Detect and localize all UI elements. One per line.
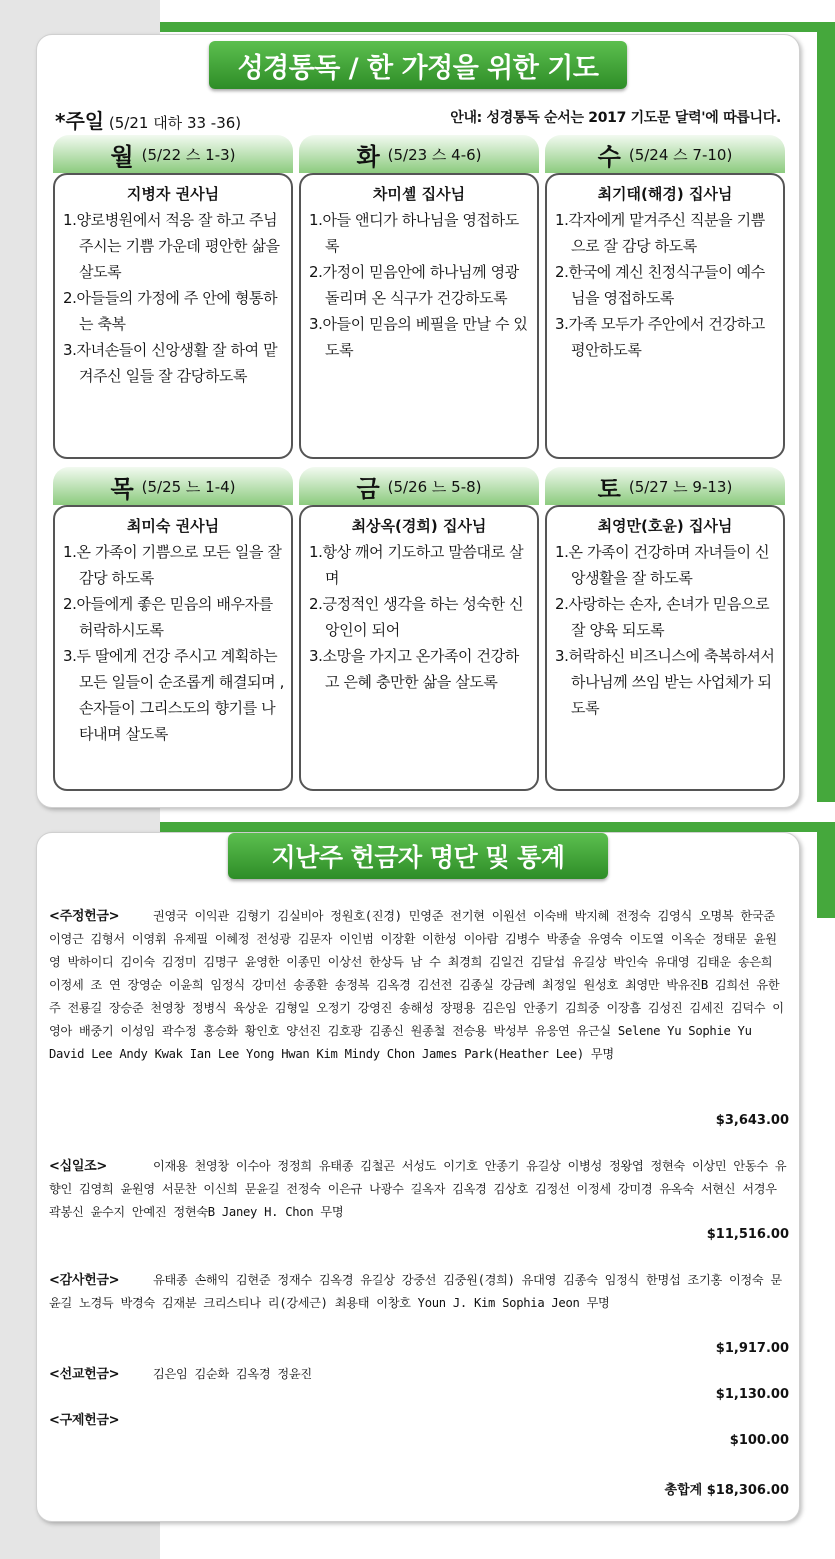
prayer-item: 3.두 딸에게 건강 주시고 계획하는 모든 일들이 순조롭게 해결되며 , 손자들이 그리스도의 향기를 나타내며 살도록 bbox=[63, 647, 285, 743]
day-box bbox=[53, 505, 293, 791]
offering-amount: $100.00 bbox=[729, 1433, 789, 1448]
prayer-item: 3.소망을 가지고 온가족이 건강하고 은혜 충만한 삶을 살도록 bbox=[309, 647, 519, 691]
offering-panel bbox=[36, 832, 800, 1522]
day-card-fri bbox=[299, 467, 539, 691]
offering-label: <주정헌금> bbox=[49, 909, 120, 924]
prayer-person: 최미숙 권사님 bbox=[126, 517, 220, 535]
offering-section-mission bbox=[49, 1363, 787, 1386]
day-box bbox=[299, 505, 539, 791]
day-card-thu bbox=[53, 467, 293, 743]
day-box bbox=[545, 505, 785, 791]
day-tab bbox=[299, 135, 539, 173]
offering-label: <십일조> bbox=[49, 1159, 107, 1174]
day-ref: (5/25 느 1-4) bbox=[141, 477, 236, 496]
prayer-person: 최영만(호윤) 집사님 bbox=[597, 517, 733, 535]
offering-names: 김은임 김순화 김옥경 정윤진 bbox=[153, 1367, 312, 1381]
offering-section-tithe bbox=[49, 1155, 787, 1224]
offering-names: 유태종 손해익 김현준 정재수 김옥경 유길상 강중선 김중원(경희) 유대영 김종숙 임정식 한명섭 조기홍 이정숙 문윤길 노경득 박경숙 김재분 크리스티나 리(강세근) 최용태 이창호 Youn J. Kim Sophia Jeon 무명 bbox=[49, 1273, 782, 1310]
day-box bbox=[299, 173, 539, 459]
prayer-item: 2.가정이 믿음안에 하나님께 영광돌리며 온 식구가 건강하도록 bbox=[309, 263, 519, 307]
prayer-item: 1.아들 앤디가 하나님을 영접하도록 bbox=[309, 211, 519, 255]
day-name: 수 bbox=[597, 142, 621, 171]
offering-amount: $1,130.00 bbox=[715, 1387, 789, 1402]
prayer-person: 차미셸 집사님 bbox=[372, 185, 466, 203]
offering-names: 이재용 천영창 이수아 정정희 유태종 김철곤 서성도 이기호 안종기 유길상 이병성 정왕엽 정현숙 이상민 안동수 유향인 김영희 윤원영 서문찬 이신희 문윤길 전정숙 이은규 나광수 길옥자 김옥경 김상호 김정선 이정세 강미경 유옥숙 서현신 서경우 곽봉신 윤수지 안예진 정현숙B Janey H. Chon 무명 bbox=[49, 1159, 787, 1219]
right-green-edge bbox=[817, 22, 835, 802]
prayer-item: 1.각자에게 맡겨주신 직분을 기쁨으로 잘 감당 하도록 bbox=[555, 211, 765, 255]
sunday-label: *주일 bbox=[55, 109, 105, 133]
day-card-wed bbox=[545, 135, 785, 359]
prayer-item: 1.항상 깨어 기도하고 말씀대로 살며 bbox=[309, 543, 524, 587]
prayer-person: 최상옥(경희) 집사님 bbox=[351, 517, 487, 535]
prayer-item: 2.아들에게 좋은 믿음의 배우자를 허락하시도록 bbox=[63, 595, 273, 639]
day-name: 금 bbox=[356, 474, 380, 503]
offering-title: 지난주 헌금자 명단 및 통계 bbox=[228, 833, 608, 879]
prayer-item: 1.양로병원에서 적응 잘 하고 주님 주시는 기쁨 가운데 평안한 삶을 살도록 bbox=[63, 211, 280, 281]
prayer-item: 3.아들이 믿음의 베필을 만날 수 있도록 bbox=[309, 315, 528, 359]
offering-label: <구제헌금> bbox=[49, 1413, 120, 1428]
prayer-item: 3.가족 모두가 주안에서 건강하고 평안하도록 bbox=[555, 315, 765, 359]
prayer-item: 2.한국에 계신 친정식구들이 예수님을 영접하도록 bbox=[555, 263, 765, 307]
prayer-title: 성경통독 / 한 가정을 위한 기도 bbox=[209, 41, 627, 89]
sunday-reading bbox=[55, 105, 241, 134]
day-card-tue bbox=[299, 135, 539, 359]
day-ref: (5/26 느 5-8) bbox=[387, 477, 482, 496]
day-ref: (5/24 스 7-10) bbox=[628, 145, 733, 164]
day-box bbox=[53, 173, 293, 459]
middle-green-band bbox=[160, 822, 835, 832]
sunday-ref: (5/21 대하 33 -36) bbox=[108, 114, 242, 132]
day-card-mon bbox=[53, 135, 293, 385]
day-ref: (5/27 느 9-13) bbox=[628, 477, 733, 496]
day-name: 목 bbox=[110, 474, 134, 503]
prayer-item: 1.온 가족이 건강하며 자녀들이 신앙생활을 잘 하도록 bbox=[555, 543, 770, 587]
prayer-panel bbox=[36, 34, 800, 808]
offering-label: <선교헌금> bbox=[49, 1367, 120, 1382]
offering-label: <감사헌금> bbox=[49, 1273, 120, 1288]
day-tab bbox=[53, 135, 293, 173]
top-green-band bbox=[160, 22, 835, 32]
prayer-item: 2.아들들의 가정에 주 안에 형통하는 축복 bbox=[63, 289, 278, 333]
offering-amount: $3,643.00 bbox=[715, 1113, 789, 1128]
prayer-item: 1.온 가족이 기쁨으로 모든 일을 잘 감당 하도록 bbox=[63, 543, 282, 587]
day-ref: (5/22 스 1-3) bbox=[141, 145, 236, 164]
offering-amount: $11,516.00 bbox=[706, 1227, 789, 1242]
offering-section-regular bbox=[49, 905, 787, 1066]
prayer-item: 3.허락하신 비즈니스에 축복하셔서 하나님께 쓰임 받는 사업체가 되도록 bbox=[555, 647, 775, 717]
day-box bbox=[545, 173, 785, 459]
prayer-item: 3.자녀손들이 신앙생활 잘 하여 맡겨주신 일들 잘 감당하도록 bbox=[63, 341, 278, 385]
right-green-edge-lower bbox=[817, 822, 835, 918]
reading-notice: 안내: 성경통독 순서는 2017 기도문 달력'에 따릅니다. bbox=[450, 110, 781, 126]
prayer-person: 지병자 권사님 bbox=[126, 185, 220, 203]
offering-section-thanks bbox=[49, 1269, 787, 1315]
day-card-sat bbox=[545, 467, 785, 717]
day-tab bbox=[545, 135, 785, 173]
day-tab bbox=[53, 467, 293, 505]
day-tab bbox=[545, 467, 785, 505]
offering-section-relief bbox=[49, 1409, 787, 1432]
prayer-item: 2.긍정적인 생각을 하는 성숙한 신앙인이 되어 bbox=[309, 595, 524, 639]
prayer-item: 2.사랑하는 손자, 손녀가 믿음으로 잘 양육 되도록 bbox=[555, 595, 770, 639]
offering-total: 총합계 $18,306.00 bbox=[664, 1483, 789, 1498]
day-name: 화 bbox=[356, 142, 380, 171]
offering-amount: $1,917.00 bbox=[715, 1341, 789, 1356]
day-name: 토 bbox=[597, 474, 621, 503]
day-name: 월 bbox=[110, 142, 134, 171]
day-tab bbox=[299, 467, 539, 505]
prayer-person: 최기태(해경) 집사님 bbox=[597, 185, 733, 203]
offering-names: 권영국 이익관 김형기 김실비아 정원호(진경) 민영준 전기현 이원선 이숙배 박지혜 전정숙 김영식 오명복 한국준 이영근 김형서 이영휘 유제필 이혜정 전성광 김문자 이인범 이장환 이한성 이아람 김병수 박종술 유영숙 이도열 이옥순 정태문 윤원영 박하이디 김이숙 김정미 김명구 윤영한 이종민 이상선 한상득 남 수 최경희 김일건 김달섭 유길상 박인숙 유대영 김태운 송은희 이정세 조 연 장영순 이윤희 임정식 강미선 송종환 송정복 김옥경 김선전 김종실 강금례 최정일 원성호 최영만 박유진B 김희선 유한주 전룡길 장승준 천영창 정병식 육상운 김형일 오정기 강영진 송해성 장평용 김은임 안종기 김희중 이장흠 김성진 김세진 김덕수 이영아 배중기 이성임 곽수정 홍승화 황인호 양선진 김호광 김종신 원종철 전승용 박성부 유응연 유근실 Selene Yu Sophie Yu David Lee Andy Kwak Ian Lee Yong Hwan Kim Mindy Chon James Park(Heather Lee) 무명 bbox=[49, 909, 784, 1061]
day-ref: (5/23 스 4-6) bbox=[387, 145, 482, 164]
